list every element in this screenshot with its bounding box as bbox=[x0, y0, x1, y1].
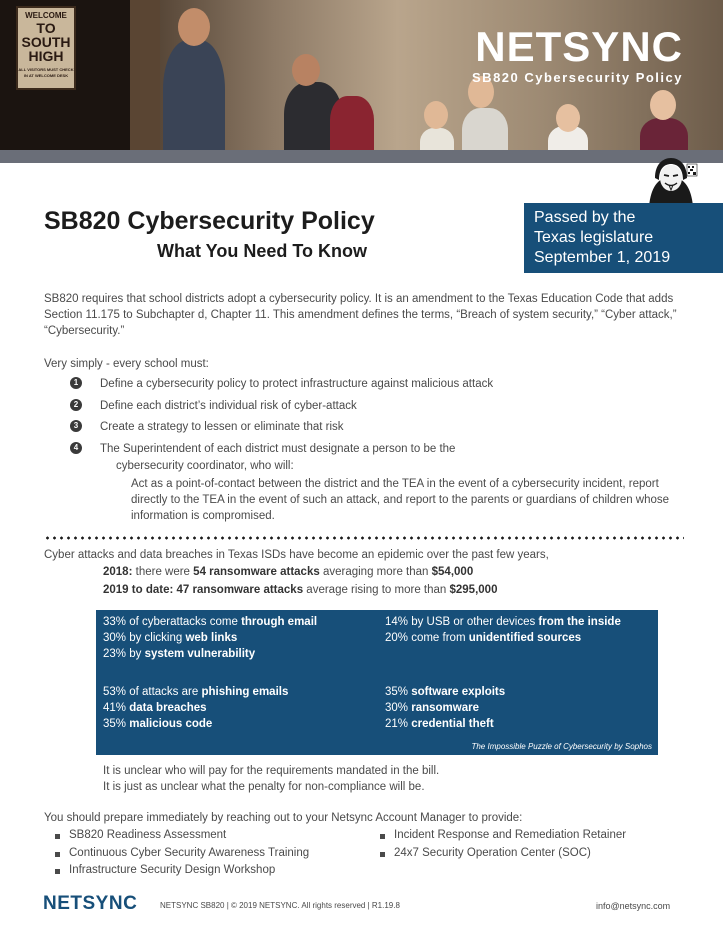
student-head bbox=[424, 101, 448, 129]
stats-box bbox=[96, 610, 658, 755]
stat-item: 30% ransomware bbox=[385, 702, 479, 714]
backpack bbox=[330, 96, 374, 156]
service-item: Continuous Cyber Security Awareness Training bbox=[55, 847, 309, 859]
stat-item: 20% come from unidentified sources bbox=[385, 632, 582, 644]
student-head bbox=[292, 54, 320, 86]
intro-paragraph: SB820 requires that school districts adopt a cybersecurity policy. It is an amendment to the Texas Education Code that adds Section 11.175 to Subchapter d, Chapter 11. This amendment defines the terms, “Breach of system security,” “Cyber attack,” “Cybersecurity.” bbox=[44, 293, 677, 337]
stat-item: 53% of attacks are phishing emails bbox=[103, 686, 289, 698]
prepare-text: You should prepare immediately by reaching out to your Netsync Account Manager to provide: bbox=[44, 812, 523, 824]
stat-item: 30% by clicking web links bbox=[103, 632, 238, 644]
step-text: Define each district’s individual risk of cyber-attack bbox=[100, 399, 357, 412]
footer-logo: NETSYNC bbox=[43, 893, 138, 914]
welcome-sign bbox=[16, 6, 76, 90]
stat-item: 41% data breaches bbox=[103, 702, 207, 714]
coordinator-line: cybersecurity coordinator, who will: bbox=[116, 460, 294, 472]
officer-figure bbox=[163, 40, 225, 163]
coordinator-detail: Act as a point-of-contact between the district and the TEA in the event of a cybersecurity incident, report directly to the TEA in the event of such an attack, and report to the parents or guardians of children whose information is compromised. bbox=[131, 478, 670, 522]
unclear-line: It is just as unclear what the penalty for non-compliance will be. bbox=[103, 781, 425, 793]
step-text: Define a cybersecurity policy to protect infrastructure against malicious attack bbox=[100, 378, 494, 390]
netsync-logo: NETSYNC bbox=[475, 23, 683, 70]
stat-text: averaging more than bbox=[322, 566, 429, 578]
step-text: The Superintendent of each district must designate a person to be the bbox=[100, 442, 456, 455]
stat-item: 35% malicious code bbox=[103, 718, 213, 730]
footer-email-link[interactable]: info@netsync.com bbox=[596, 901, 671, 911]
sign-line2: TO SOUTH HIGH bbox=[21, 20, 71, 64]
stat-item: 33% of cyberattacks come through email bbox=[103, 616, 318, 628]
list-item bbox=[70, 399, 690, 421]
step-number: 2 bbox=[70, 399, 82, 411]
steps-intro: Very simply - every school must: bbox=[44, 358, 209, 370]
stat-bold: 47 ransomware attacks bbox=[176, 584, 304, 596]
stat-amount: $54,000 bbox=[431, 566, 474, 578]
stat-bold: 54 ransomware attacks bbox=[193, 566, 320, 578]
passed-line: September 1, 2019 bbox=[534, 249, 671, 266]
stat-item: 14% by USB or other devices from the inside bbox=[385, 616, 621, 628]
passed-banner bbox=[524, 203, 723, 273]
unclear-line: It is unclear who will pay for the requirements mandated in the bill. bbox=[103, 765, 440, 777]
footer-copyright: NETSYNC SB820 | © 2019 NETSYNC. All rights reserved | R1.19.8 bbox=[160, 901, 400, 910]
steps-list bbox=[70, 377, 690, 463]
sign-line1: WELCOME bbox=[25, 11, 67, 20]
service-item: 24x7 Security Operation Center (SOC) bbox=[380, 847, 591, 859]
stat-amount: $295,000 bbox=[449, 584, 498, 596]
student-head bbox=[556, 104, 580, 132]
epidemic-text: Cyber attacks and data breaches in Texas ISDs have become an epidemic over the past few years, bbox=[44, 549, 549, 561]
stat-2018 bbox=[103, 566, 473, 578]
service-item: Incident Response and Remediation Retainer bbox=[380, 829, 626, 841]
hacker-icon bbox=[643, 158, 699, 206]
stat-year: 2019 to date: bbox=[103, 584, 174, 596]
passed-line: Texas legislature bbox=[534, 229, 654, 246]
brand-subtitle: SB820 Cybersecurity Policy bbox=[472, 70, 683, 85]
step-text: Create a strategy to lessen or eliminate that risk bbox=[100, 421, 344, 433]
step-number: 3 bbox=[70, 420, 82, 432]
dotted-divider bbox=[44, 536, 684, 540]
hero-photo bbox=[0, 0, 723, 163]
stat-item: 21% credential theft bbox=[385, 718, 494, 730]
floor-strip bbox=[0, 150, 723, 163]
page-subtitle: What You Need To Know bbox=[157, 241, 367, 261]
passed-line: Passed by the bbox=[534, 209, 636, 226]
stat-2019 bbox=[103, 584, 497, 596]
page-title: SB820 Cybersecurity Policy bbox=[44, 207, 375, 235]
list-item bbox=[70, 420, 690, 442]
door-frame bbox=[130, 0, 160, 163]
source-credit: The Impossible Puzzle of Cybersecurity by Sophos bbox=[471, 742, 652, 751]
service-item: SB820 Readiness Assessment bbox=[55, 829, 226, 841]
step-number: 4 bbox=[70, 442, 82, 454]
service-item: Infrastructure Security Design Workshop bbox=[55, 864, 275, 876]
list-item bbox=[70, 377, 690, 399]
stat-item: 23% by system vulnerability bbox=[103, 648, 256, 660]
stat-text: there were bbox=[135, 566, 190, 578]
stat-year: 2018: bbox=[103, 566, 133, 578]
officer-head bbox=[178, 8, 210, 46]
hero-brand bbox=[472, 23, 683, 85]
student-head bbox=[650, 90, 676, 120]
stat-text: average rising to more than bbox=[306, 584, 447, 596]
stat-item: 35% software exploits bbox=[385, 686, 506, 698]
step-number: 1 bbox=[70, 377, 82, 389]
sign-line3: ALL VISITORS MUST CHECK IN AT WELCOME DESK bbox=[18, 67, 74, 78]
